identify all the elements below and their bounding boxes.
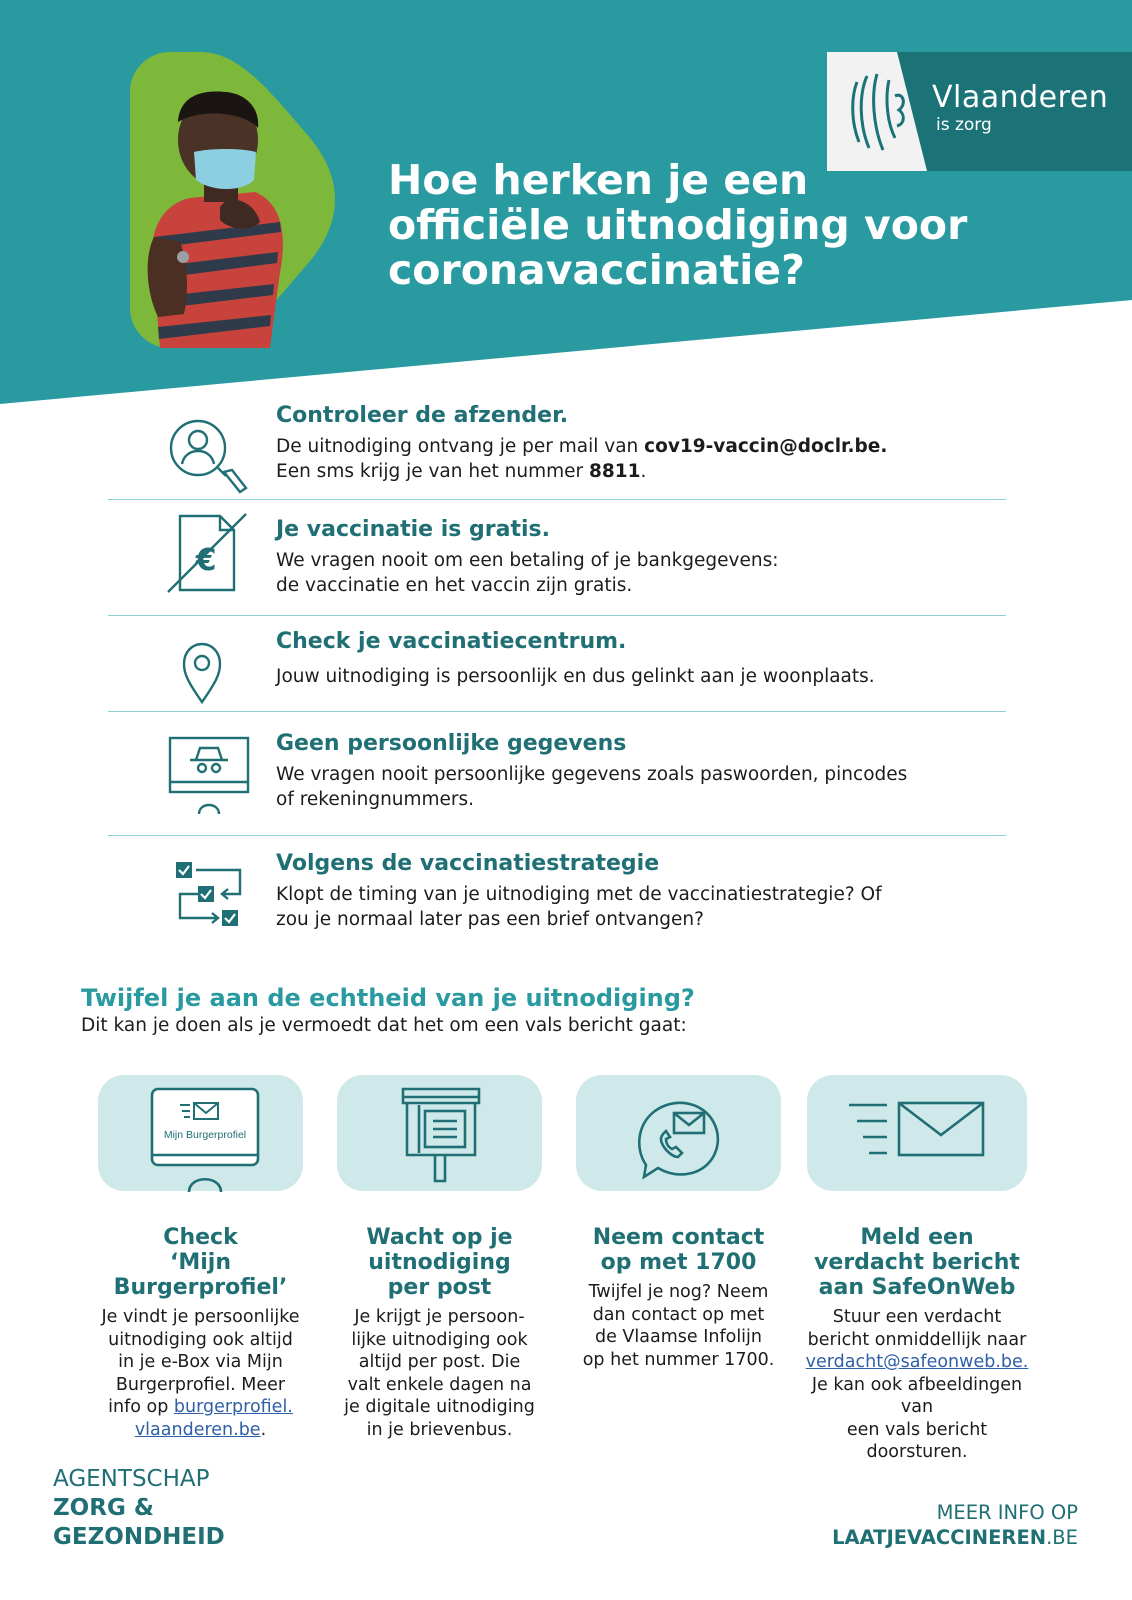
card-body <box>566 1281 791 1371</box>
check-text-part: De uitnodiging ontvang je per mail van <box>276 436 645 457</box>
card-icon-tile <box>807 1075 1027 1191</box>
card-title <box>337 1225 542 1300</box>
vaccinated-person-photo <box>130 52 340 348</box>
checklist-flow-icon <box>166 856 252 946</box>
vlaanderen-logo <box>827 52 1132 171</box>
checklist <box>108 402 1006 946</box>
card-body-line: Je krijgt je persoon- <box>354 1307 525 1327</box>
mailbox-icon <box>337 1075 542 1191</box>
card-body-line: altijd per post. Die <box>358 1352 521 1372</box>
card-title-line: Wacht op je <box>366 1225 513 1250</box>
card-body-line: de Vlaamse Infolijn <box>594 1327 762 1347</box>
more-info-label: MEER INFO OP <box>936 1501 1078 1524</box>
card-body-line: lijke uitnodiging ook <box>351 1329 528 1350</box>
burgerprofiel-link[interactable]: vlaanderen.be <box>134 1419 261 1440</box>
logo-sub-text: is zorg <box>936 115 992 135</box>
check-center <box>108 616 1006 712</box>
card-burgerprofiel <box>98 1075 303 1441</box>
card-body-line: Stuur een verdacht <box>832 1307 1002 1327</box>
check-personal-data <box>108 712 1006 836</box>
card-body-line: dan contact op met <box>592 1304 765 1325</box>
check-text-part: Een sms krijg je van het nummer <box>276 461 589 482</box>
sender-email: cov19-vaccin@doclr.be. <box>644 436 888 457</box>
check-text <box>276 548 996 598</box>
check-strategy <box>108 836 1006 946</box>
agency-logo <box>53 1465 225 1552</box>
check-text-part: of rekeningnummers. <box>276 789 475 810</box>
svg-text:€: € <box>195 543 217 578</box>
doubt-heading: Twijfel je aan de echtheid van je uitnodiging? <box>81 984 695 1012</box>
more-info-url[interactable] <box>832 1525 1078 1550</box>
fast-envelope-icon <box>807 1075 1027 1191</box>
check-text: Jouw uitnodiging is persoonlijk en dus gelinkt aan je woonplaats. <box>276 666 875 687</box>
card-body-line: je digitale uitnodiging <box>344 1397 535 1417</box>
card-body-line: Je kan ook afbeeldingen van <box>811 1374 1023 1417</box>
card-title-line: Check <box>163 1225 238 1250</box>
title-line: coronavaccinatie? <box>388 246 805 294</box>
page-title <box>388 158 988 293</box>
card-body-line: Twijfel je nog? Neem <box>588 1282 769 1302</box>
card-body <box>327 1306 552 1441</box>
location-pin-icon <box>166 630 252 720</box>
card-title-line: ‘Mijn Burgerprofiel’ <box>113 1250 288 1300</box>
check-title: Volgens de vaccinatiestrategie <box>276 851 660 876</box>
agency-line: AGENTSCHAP <box>53 1466 210 1492</box>
safeonweb-email-link[interactable]: verdacht@safeonweb.be. <box>805 1352 1029 1372</box>
card-title-line: uitnodiging <box>368 1250 511 1275</box>
check-title: Controleer de afzender. <box>276 403 569 428</box>
card-body-line: in je e-Box via Mijn <box>118 1352 283 1372</box>
check-text-part: zou je normaal later pas een brief ontvangen? <box>276 909 704 930</box>
card-title-line: verdacht bericht <box>814 1250 1020 1275</box>
more-info-url-main[interactable]: LAATJEVACCINEREN <box>832 1526 1047 1549</box>
card-body-line: . <box>260 1419 267 1440</box>
check-text-part: We vragen nooit persoonlijke gegevens zoals paswoorden, pincodes <box>276 764 908 785</box>
check-title: Check je vaccinatiecentrum. <box>276 629 627 654</box>
card-title-line: per post <box>387 1275 492 1300</box>
card-title-line: aan SafeOnWeb <box>818 1275 1016 1300</box>
logo-main-text: Vlaanderen <box>932 80 1109 115</box>
card-body-line: een vals bericht doorsturen. <box>846 1419 988 1462</box>
title-line: officiële uitnodiging voor <box>388 201 968 249</box>
card-body <box>795 1306 1039 1464</box>
doubt-subtext: Dit kan je doen als je vermoedt dat het om een vals bericht gaat: <box>81 1015 687 1036</box>
card-icon-tile <box>98 1075 303 1191</box>
more-info <box>832 1500 1078 1550</box>
more-info-url-tld[interactable]: .BE <box>1046 1526 1078 1549</box>
mijn-burgerprofiel-screen-icon <box>98 1075 303 1205</box>
card-post <box>337 1075 542 1441</box>
card-body-line: in je brievenbus. <box>366 1419 513 1440</box>
card-icon-tile <box>337 1075 542 1191</box>
card-title-line: op met 1700 <box>600 1250 757 1275</box>
card-safeonweb <box>807 1075 1027 1464</box>
search-person-icon <box>166 412 252 502</box>
card-body-line: bericht onmiddellijk naar <box>807 1329 1027 1350</box>
card-body <box>88 1306 313 1441</box>
card-body-line: valt enkele dagen na <box>347 1374 532 1395</box>
check-text-part: de vaccinatie en het vaccin zijn gratis. <box>276 575 633 596</box>
check-text-part: Klopt de timing van je uitnodiging met de vaccinatiestrategie? Of <box>276 884 882 905</box>
check-sender <box>108 402 1006 500</box>
sms-number: 8811 <box>588 461 641 482</box>
check-text <box>276 762 996 812</box>
check-text-part: We vragen nooit om een betaling of je bankgegevens: <box>276 550 779 571</box>
burgerprofiel-link[interactable]: burgerprofiel. <box>173 1397 293 1417</box>
check-title: Geen persoonlijke gegevens <box>276 731 627 756</box>
doubt-section <box>81 983 1041 1039</box>
check-text <box>276 434 996 484</box>
agency-line: ZORG & <box>53 1495 154 1521</box>
card-title <box>807 1225 1027 1300</box>
incognito-screen-icon <box>166 730 252 820</box>
card-body-line: Je vindt je persoonlijke <box>101 1307 300 1327</box>
card-body-line: Burgerprofiel. Meer <box>115 1374 286 1395</box>
screen-label: Mijn Burgerprofiel <box>163 1129 247 1141</box>
card-title-line: Meld een <box>860 1225 974 1250</box>
agency-line: GEZONDHEID <box>53 1524 225 1550</box>
logo-wordmark <box>932 82 1108 136</box>
card-contact <box>576 1075 781 1371</box>
card-body-line: op het nummer 1700. <box>582 1349 775 1370</box>
check-title: Je vaccinatie is gratis. <box>276 517 550 542</box>
title-line: Hoe herken je een <box>388 156 809 204</box>
check-text <box>276 882 996 932</box>
card-icon-tile <box>576 1075 781 1191</box>
no-euro-document-icon <box>166 512 252 602</box>
card-title-line: Neem contact <box>592 1225 765 1250</box>
phone-chat-icon <box>576 1075 781 1191</box>
card-title <box>576 1225 781 1275</box>
check-text-part: . <box>640 461 647 482</box>
card-body-line: uitnodiging ook altijd <box>108 1329 293 1350</box>
card-title <box>98 1225 303 1300</box>
card-body-line: info op <box>108 1397 174 1417</box>
check-free <box>108 500 1006 616</box>
